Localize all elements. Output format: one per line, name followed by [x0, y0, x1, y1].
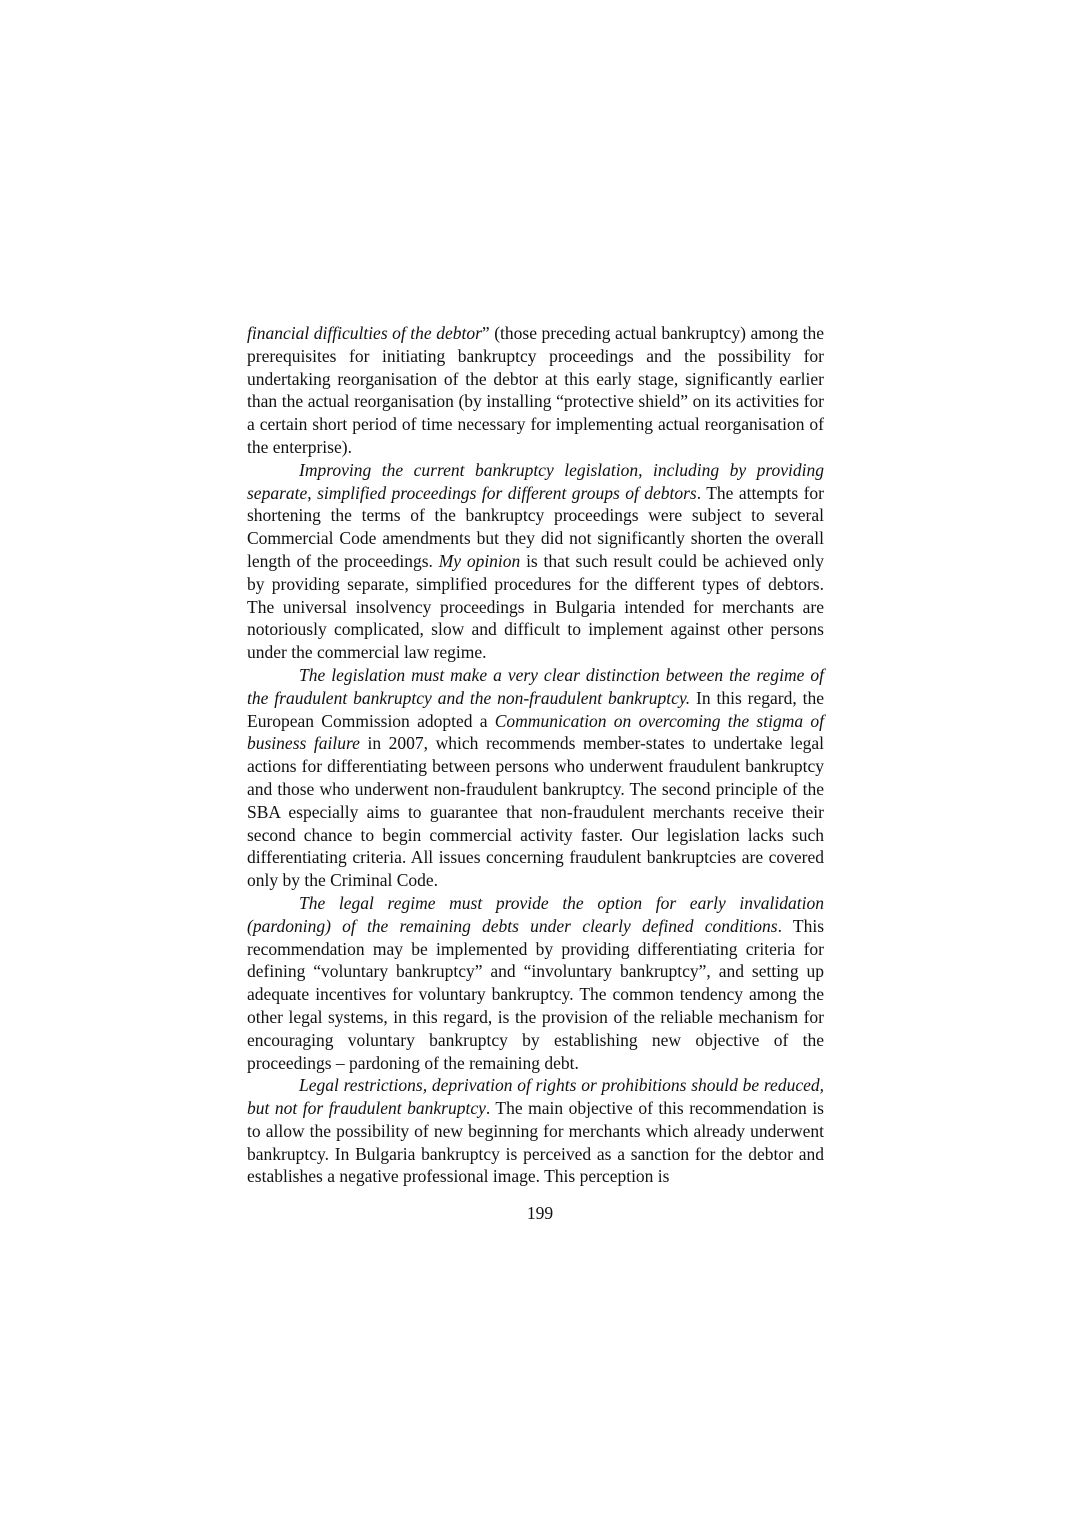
italic-text: The legal regime must provide the option for early invalidation (pardoning) of the remaining debts under clearly defined conditions — [247, 892, 824, 936]
paragraph — [247, 459, 824, 664]
italic-text: Communication on overcoming the stigma of business failure — [247, 710, 824, 754]
paragraph — [247, 664, 824, 892]
italic-text: Legal restrictions, deprivation of rights or prohibitions should be reduced, but not for fraudulent bankruptcy — [247, 1075, 824, 1119]
text-run: In this regard, the European Commission adopted a — [247, 687, 824, 731]
paragraph — [247, 1074, 824, 1188]
text-run: . This recommendation may be implemented by providing differentiating criteria for defining “voluntary bankruptcy” and “involuntary bankruptcy”, and setting up adequate incentives for voluntary bankruptcy. The common tendency among the other legal systems, in this regard, is the provision of the reliable mechanism for encouraging voluntary bankruptcy by establishing new objective of the proceedings – pardoning of the remaining debt. — [247, 915, 824, 1073]
page-number: 199 — [526, 1203, 554, 1223]
text-run: in 2007, which recommends member-states to undertake legal actions for differentiating between persons who underwent fraudulent bankruptcy and those who underwent non-fraudulent bankruptcy. The second principle of the SBA especially aims to guarantee that non-fraudulent merchants receive their second chance to begin commercial activity faster. Our legislation lacks such differentiating criteria. All issues concerning fraudulent bankruptcies are covered only by the Criminal Code. — [247, 733, 824, 891]
text-run: is that such result could be achieved only by providing separate, simplified procedures for the different types of debtors. The universal insolvency proceedings in Bulgaria intended for merchants are notoriously complicated, slow and difficult to implement against other persons under the commercial law regime. — [247, 550, 824, 663]
paragraph — [247, 322, 824, 459]
text-run: ” (those preceding actual bankruptcy) among the prerequisites for initiating bankruptcy proceedings and the possibility for undertaking reorganisation of the debtor at this early stage, significantly earlier than the actual reorganisation (by installing “protective shield” on its activities for a certain short period of time necessary for implementing actual reorganisation of the enterprise). — [247, 323, 824, 457]
italic-text: Improving the current bankruptcy legislation, including by providing separate, simplified proceedings for different groups of debtors — [247, 459, 824, 503]
body-text — [247, 322, 824, 1188]
italic-text: The legislation must make a very clear distinction between the regime of the fraudulent bankruptcy and the non-fraudulent bankruptcy. — [247, 664, 824, 708]
text-run: . The main objective of this recommendation is to allow the possibility of new beginning for merchants which already underwent bankruptcy. In Bulgaria bankruptcy is perceived as a sanction for the debtor and establishes a negative professional image. This perception is — [247, 1098, 824, 1187]
paragraph — [247, 892, 824, 1074]
italic-text: My opinion — [438, 550, 521, 571]
italic-text: financial difficulties of the debtor — [247, 323, 482, 343]
text-run: . The attempts for shortening the terms of the bankruptcy proceedings were subject to several Commercial Code amendments but they did not significantly shorten the overall length of the proceedings. — [247, 482, 824, 571]
